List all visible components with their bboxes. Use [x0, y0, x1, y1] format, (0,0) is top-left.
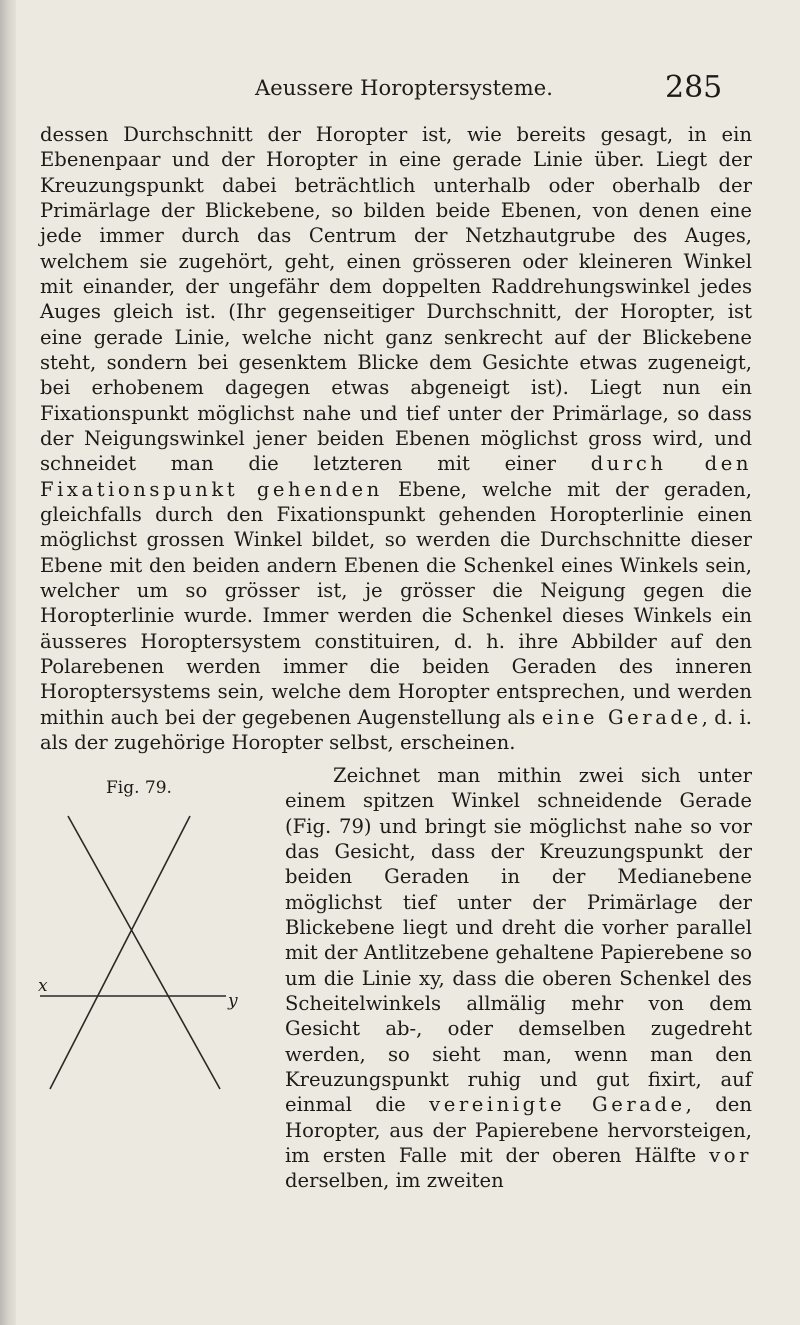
paragraph-2-part-3: derselben, im zweiten	[285, 1169, 504, 1193]
paragraph-1-spaced-2: eine Gerade	[541, 705, 702, 729]
line-descending-right	[68, 816, 220, 1089]
axis-x-label: x	[38, 976, 48, 996]
paragraph-2-spaced-2: vor	[709, 1143, 752, 1167]
crossing-lines-diagram	[38, 778, 256, 1098]
page-number: 285	[665, 70, 723, 105]
page-header	[0, 70, 800, 110]
line-descending-left	[50, 816, 190, 1089]
paragraph-1-part-2: Ebene, welche mit der geraden, gleichfalls durch den Fixationspunkt gehenden Horopterlinie einen möglichst grossen Winkel bildet, so werden die Durchschnitte dieser Ebene mit den beiden andern Ebenen die Schenkel eines Winkels sein, welcher um so grösser ist, je grösser die Neigung gegen die Horopterlinie wurde. Immer werden die Schenkel dieses Winkels ein äusseres Horoptersystem constituiren, d. h. ihre Abbilder auf den Polarebenen werden immer die beiden Geraden des inneren Horoptersystems sein, welche dem Horopter entsprechen, und werden mithin auch bei der gegebenen Augenstellung als	[40, 477, 752, 729]
main-text-block	[40, 122, 752, 755]
paragraph-1	[40, 122, 752, 755]
paragraph-2	[285, 763, 752, 1194]
paragraph-1-spaced-1: durch den Fixationspunkt gehenden	[40, 452, 752, 501]
paragraph-2-part-1: Zeichnet man mithin zwei sich unter einem spitzen Winkel schneidende Gerade (Fig. 79) und bringt sie möglichst nahe so vor das Gesicht, dass der Kreuzungspunkt der beiden Geraden in der Medianebene möglichst tief unter der Primärlage der Blickebene liegt und dreht die vorher parallel mit der Antlitzebene gehaltene Papierebene so um die Linie xy, dass die oberen Schenkel des Scheitelwinkels allmälig mehr von dem Gesicht ab-, oder demselben zugedreht werden, so sieht man, wenn man den Kreuzungspunkt ruhig und gut fixirt, auf einmal die	[285, 764, 752, 1117]
page-gutter-shadow	[0, 0, 16, 1325]
figure-side-text	[285, 763, 752, 1194]
paragraph-1-part-3: , d. i. als der zugehörige Horopter selbst, erscheinen.	[40, 705, 753, 754]
paragraph-2-part-2: , den Horopter, aus der Papierebene hervorsteigen, im ersten Falle mit der oberen Hälfte	[285, 1093, 752, 1167]
axis-y-label: y	[228, 991, 238, 1011]
figure-label: Fig. 79.	[106, 778, 172, 798]
paragraph-1-part-1: dessen Durchschnitt der Horopter ist, wie bereits gesagt, in ein Ebenenpaar und der Horopter in eine gerade Linie über. Liegt der Kreuzungspunkt dabei beträchtlich unterhalb oder oberhalb der Primärlage der Blickebene, so bilden beide Ebenen, von denen eine jede immer durch das Centrum der Netzhautgrube des Auges, welchem sie zugehört, geht, einen grösseren oder kleineren Winkel mit einander, der ungefähr dem doppelten Raddrehungswinkel jedes Auges gleich ist. (Ihr gegenseitiger Durchschnitt, der Horopter, ist eine gerade Linie, welche nicht ganz senkrecht auf der Blickebene steht, sondern bei gesenktem Blicke dem Gesichte etwas zugeneigt, bei erhobenem dagegen etwas abgeneigt ist). Liegt nun ein Fixationspunkt möglichst nahe und tief unter der Primärlage, so dass der Neigungswinkel jener beiden Ebenen möglichst gross wird, und schneidet man die letzteren mit einer	[40, 123, 752, 476]
paragraph-2-spaced-1: vereinigte Gerade	[429, 1093, 686, 1117]
running-title: Aeussere Horoptersysteme.	[255, 76, 554, 100]
figure-79	[38, 778, 256, 1098]
